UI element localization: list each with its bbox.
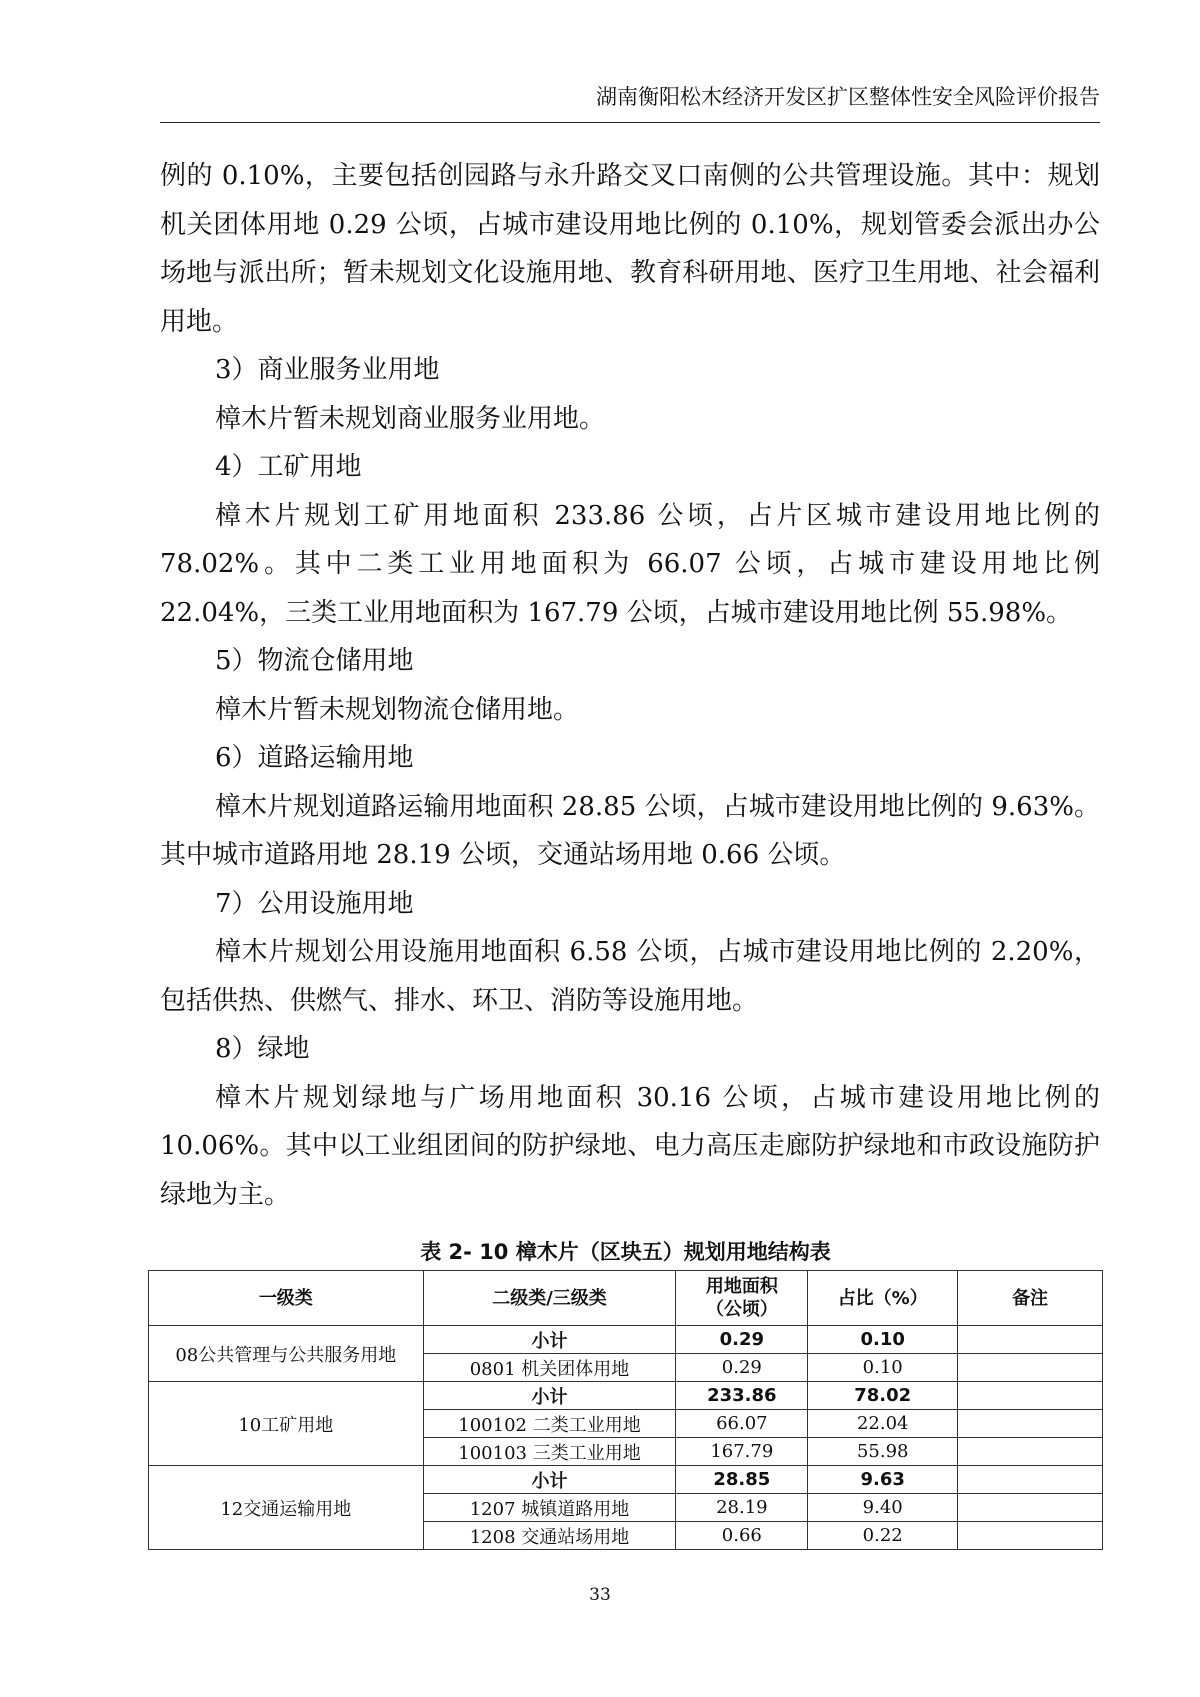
heading-road-transport: 6）道路运输用地	[215, 743, 414, 773]
header-title: 湖南衡阳松木经济开发区扩区整体性安全风险评价报告	[596, 85, 1100, 109]
header-area	[676, 1271, 808, 1326]
table-row	[149, 1382, 1103, 1410]
page-number: 33	[589, 1585, 611, 1605]
cell-ratio: 0.22	[808, 1522, 958, 1550]
heading-green-space: 8）绿地	[215, 1034, 310, 1064]
heading-commercial: 3）商业服务业用地	[215, 355, 440, 385]
paragraph-industrial: 樟木片规划工矿用地面积 233.86 公顷，占片区城市建设用地比例的 78.02%。其中二类工业用地面积为 66.07 公顷，占城市建设用地比例 22.04%，三类工业用地面积为 167.79 公顷，占城市建设用地比例 55.98%。	[160, 500, 1100, 628]
table-row	[149, 1466, 1103, 1494]
paragraph-road-transport: 樟木片规划道路运输用地面积 28.85 公顷，占城市建设用地比例的 9.63%。其中城市道路用地 28.19 公顷，交通站场用地 0.66 公顷。	[160, 791, 1100, 870]
paragraph-logistics: 樟木片暂未规划物流仓储用地。	[215, 694, 580, 725]
cell-area: 0.66	[676, 1522, 808, 1550]
paragraph-public-facilities: 例的 0.10%，主要包括创园路与永升路交叉口南侧的公共管理设施。其中：规划机关团体用地 0.29 公顷，占城市建设用地比例的 0.10%，规划管委会派出办公场地与派出所；暂未规划文化设施用地、教育科研用地、医疗卫生用地、社会福利用地。	[160, 161, 1100, 337]
table-row	[149, 1326, 1103, 1354]
cell-sub: 100103 三类工业用地	[423, 1438, 676, 1466]
running-header	[160, 82, 1100, 123]
cell-note	[958, 1522, 1103, 1550]
cell-note	[958, 1410, 1103, 1438]
cell-ratio: 22.04	[808, 1410, 958, 1438]
paragraph-green-space: 樟木片规划绿地与广场用地面积 30.16 公顷，占城市建设用地比例的 10.06%。其中以工业组团间的防护绿地、电力高压走廊防护绿地和市政设施防护绿地为主。	[160, 1082, 1100, 1210]
cell-ratio: 9.63	[808, 1466, 958, 1494]
heading-logistics: 5）物流仓储用地	[215, 646, 414, 676]
cell-sub: 100102 二类工业用地	[423, 1410, 676, 1438]
cell-note	[958, 1382, 1103, 1410]
table-caption: 表 2- 10 樟木片（区块五）规划用地结构表	[420, 1240, 831, 1264]
cell-area: 233.86	[676, 1382, 808, 1410]
group-name: 10工矿用地	[149, 1382, 424, 1466]
cell-area: 66.07	[676, 1410, 808, 1438]
cell-ratio: 9.40	[808, 1494, 958, 1522]
cell-area: 0.29	[676, 1326, 808, 1354]
cell-area: 28.19	[676, 1494, 808, 1522]
cell-note	[958, 1354, 1103, 1382]
cell-ratio: 0.10	[808, 1354, 958, 1382]
table-header-row	[149, 1271, 1103, 1326]
cell-area: 28.85	[676, 1466, 808, 1494]
land-use-table	[148, 1270, 1103, 1550]
cell-note	[958, 1466, 1103, 1494]
cell-sub: 小计	[423, 1326, 676, 1354]
header-area-line2: （公顷）	[705, 1299, 778, 1320]
header-level1: 一级类	[149, 1271, 424, 1326]
cell-sub: 0801 机关团体用地	[423, 1354, 676, 1382]
cell-sub: 小计	[423, 1466, 676, 1494]
header-ratio: 占比（%）	[808, 1271, 958, 1326]
paragraph-commercial: 樟木片暂未规划商业服务业用地。	[215, 403, 606, 434]
group-name: 12交通运输用地	[149, 1466, 424, 1550]
cell-ratio: 78.02	[808, 1382, 958, 1410]
cell-area: 167.79	[676, 1438, 808, 1466]
cell-sub: 1208 交通站场用地	[423, 1522, 676, 1550]
cell-sub: 1207 城镇道路用地	[423, 1494, 676, 1522]
header-note: 备注	[958, 1271, 1103, 1326]
cell-note	[958, 1326, 1103, 1354]
header-area-line1: 用地面积	[705, 1276, 778, 1297]
header-level2: 二级类/三级类	[423, 1271, 676, 1326]
group-name: 08公共管理与公共服务用地	[149, 1326, 424, 1382]
cell-area: 0.29	[676, 1354, 808, 1382]
body-text	[160, 152, 1100, 1219]
heading-utilities: 7）公用设施用地	[215, 888, 414, 919]
paragraph-utilities: 樟木片规划公用设施用地面积 6.58 公顷，占城市建设用地比例的 2.20%，包括供热、供燃气、排水、环卫、消防等设施用地。	[160, 937, 1100, 1016]
cell-note	[958, 1494, 1103, 1522]
cell-note	[958, 1438, 1103, 1466]
cell-ratio: 55.98	[808, 1438, 958, 1466]
heading-industrial: 4）工矿用地	[215, 452, 362, 482]
cell-sub: 小计	[423, 1382, 676, 1410]
cell-ratio: 0.10	[808, 1326, 958, 1354]
